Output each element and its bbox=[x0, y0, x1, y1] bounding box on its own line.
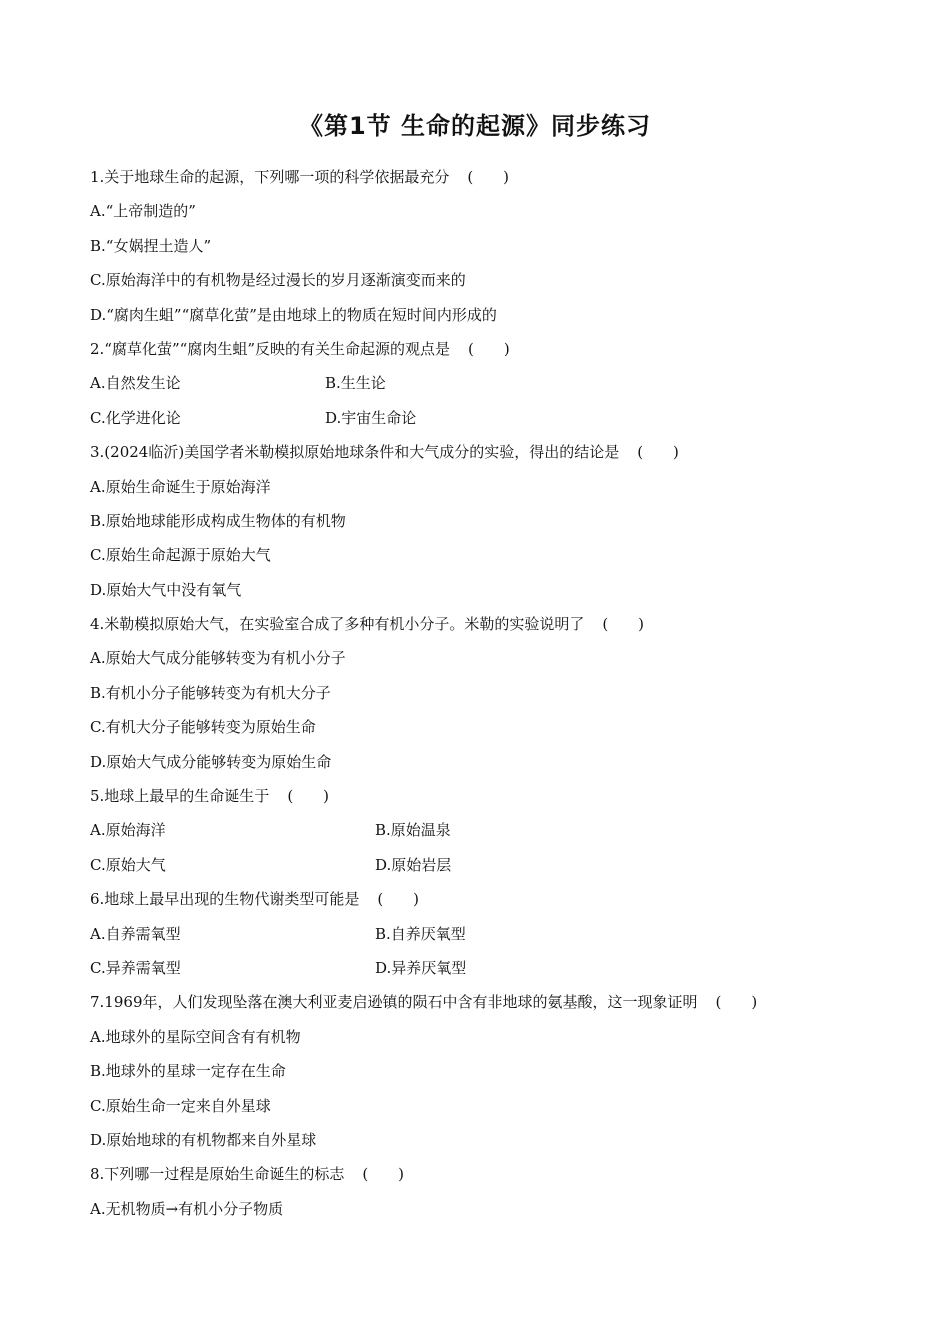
question-stem-text: 4.米勒模拟原始大气，在实验室合成了多种有机小分子。米勒的实验说明了 bbox=[90, 615, 585, 634]
question-stem-text: 6.地球上最早出现的生物代谢类型可能是 bbox=[90, 890, 360, 909]
question-8-stem bbox=[90, 1157, 890, 1191]
question-1-stem bbox=[90, 160, 890, 194]
question-5-option-a: A.原始海洋 bbox=[90, 821, 166, 840]
question-1-option-c: C.原始海洋中的有机物是经过漫长的岁月逐渐演变而来的 bbox=[90, 271, 466, 290]
question-4-option-b: B.有机小分子能够转变为有机大分子 bbox=[90, 683, 331, 702]
question-2-stem bbox=[90, 332, 890, 366]
question-stem-text: 7.1969年，人们发现坠落在澳大利亚麦启逊镇的陨石中含有非地球的氨基酸，这一现象证明 bbox=[90, 993, 698, 1012]
question-3-option-b: B.原始地球能形成构成生物体的有机物 bbox=[90, 511, 346, 530]
answer-blank: ( ) bbox=[287, 787, 330, 806]
question-stem-text: 2.“腐草化萤”“腐肉生蛆”反映的有关生命起源的观点是 bbox=[90, 339, 450, 358]
question-7-option-c: C.原始生命一定来自外星球 bbox=[90, 1096, 271, 1115]
question-2-option-a: A.自然发生论 bbox=[90, 374, 181, 393]
question-2-option-d: D.宇宙生命论 bbox=[325, 408, 417, 427]
question-2-option-b: B.生生论 bbox=[325, 374, 386, 393]
answer-blank: ( ) bbox=[468, 339, 510, 358]
question-6-stem bbox=[90, 882, 890, 916]
answer-blank: ( ) bbox=[362, 1165, 405, 1184]
question-5-options-row-2 bbox=[90, 848, 890, 882]
question-5-options-row-1 bbox=[90, 813, 890, 847]
answer-blank: ( ) bbox=[715, 993, 758, 1012]
question-5-option-c: C.原始大气 bbox=[90, 855, 166, 874]
question-7-option-b: B.地球外的星球一定存在生命 bbox=[90, 1062, 286, 1081]
question-list bbox=[90, 160, 890, 1226]
question-6-option-b: B.自养厌氧型 bbox=[375, 924, 466, 943]
question-7-option-d: D.原始地球的有机物都来自外星球 bbox=[90, 1130, 317, 1149]
question-4-option-d: D.原始大气成分能够转变为原始生命 bbox=[90, 752, 332, 771]
question-8-option-a: A.无机物质→有机小分子物质 bbox=[90, 1199, 284, 1218]
question-stem-text: 3.(2024临沂)美国学者米勒模拟原始地球条件和大气成分的实验，得出的结论是 bbox=[90, 443, 620, 462]
answer-blank: ( ) bbox=[637, 443, 679, 462]
answer-blank: ( ) bbox=[377, 890, 420, 909]
question-6-option-c: C.异养需氧型 bbox=[90, 958, 181, 977]
question-2-options-row-1 bbox=[90, 366, 890, 400]
question-6-options-row-1 bbox=[90, 917, 890, 951]
question-1-option-d: D.“腐肉生蛆”“腐草化萤”是由地球上的物质在短时间内形成的 bbox=[90, 305, 497, 324]
question-7-stem bbox=[90, 985, 890, 1019]
question-stem-text: 1.关于地球生命的起源，下列哪一项的科学依据最充分 bbox=[90, 168, 450, 186]
question-3-option-d: D.原始大气中没有氧气 bbox=[90, 580, 242, 599]
question-5-stem bbox=[90, 779, 890, 813]
page-title: 《第1节 生命的起源》同步练习 bbox=[298, 112, 652, 140]
question-5-option-d: D.原始岩层 bbox=[375, 855, 452, 874]
question-1-option-a: A.“上帝制造的” bbox=[90, 202, 196, 221]
question-3-option-c: C.原始生命起源于原始大气 bbox=[90, 546, 271, 565]
question-7-option-a: A.地球外的星际空间含有有机物 bbox=[90, 1027, 301, 1046]
question-4-option-c: C.有机大分子能够转变为原始生命 bbox=[90, 718, 316, 737]
question-4-option-a: A.原始大气成分能够转变为有机小分子 bbox=[90, 649, 346, 668]
question-3-option-a: A.原始生命诞生于原始海洋 bbox=[90, 477, 271, 496]
question-stem-text: 8.下列哪一过程是原始生命诞生的标志 bbox=[90, 1165, 345, 1184]
question-6-option-a: A.自养需氧型 bbox=[90, 924, 181, 943]
answer-blank: ( ) bbox=[602, 615, 645, 634]
question-6-options-row-2 bbox=[90, 951, 890, 985]
question-2-option-c: C.化学进化论 bbox=[90, 408, 181, 427]
question-4-stem bbox=[90, 607, 890, 641]
question-6-option-d: D.异养厌氧型 bbox=[375, 958, 467, 977]
question-stem-text: 5.地球上最早的生命诞生于 bbox=[90, 787, 270, 806]
question-5-option-b: B.原始温泉 bbox=[375, 821, 451, 840]
answer-blank: ( ) bbox=[467, 168, 510, 186]
question-2-options-row-2 bbox=[90, 401, 890, 435]
question-3-stem bbox=[90, 435, 890, 469]
question-1-option-b: B.“女娲捏土造人” bbox=[90, 236, 212, 255]
